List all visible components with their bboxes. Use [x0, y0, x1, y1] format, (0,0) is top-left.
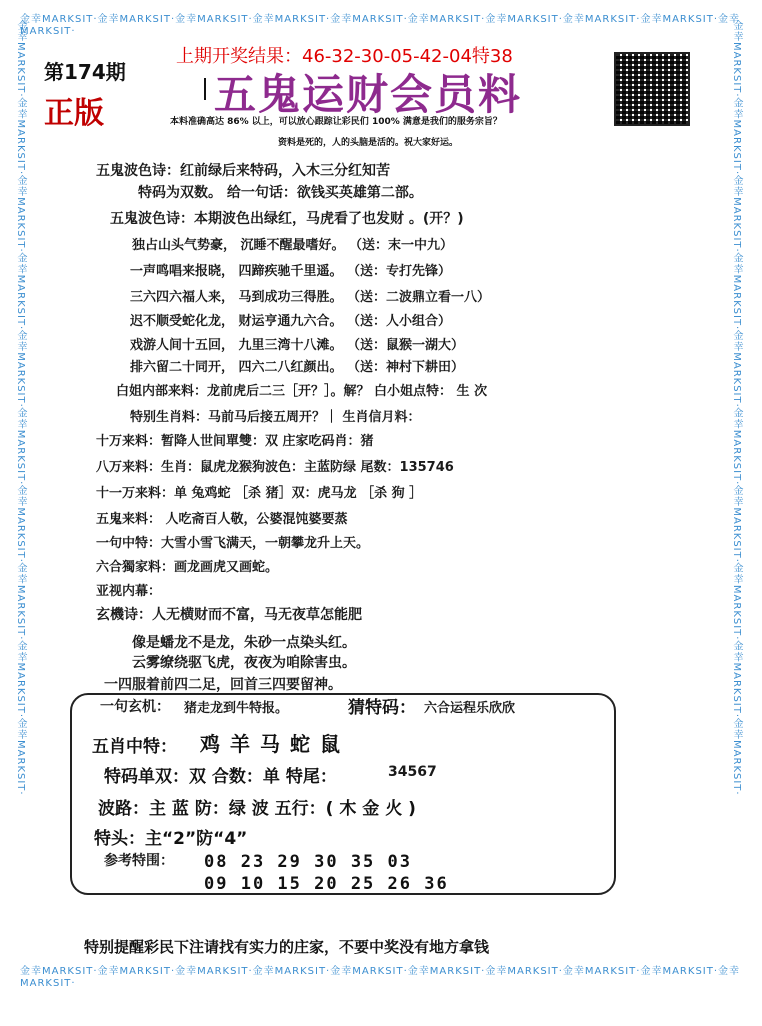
- issue-number: 第174期: [44, 60, 126, 84]
- guess-label: 猜特码：: [348, 698, 416, 718]
- mystic-poem-line-3: 一四服着前四二足，回首三四要留神。: [104, 677, 342, 693]
- line-exclusive: 六合獨家料：画龙画虎又画蛇。: [96, 560, 279, 575]
- wave-line: 波路：主 蓝 防：绿 波 五行：( 木 金 火 ): [98, 799, 416, 819]
- poem-line-1: 独占山头气势豪， 沉睡不醒最嗜好。 （送：末一中九）: [132, 238, 454, 253]
- left-border-text: 金幸MARKSIT·金幸MARKSIT·金幸MARKSIT·金幸MARKSIT·金幸MARKSIT·金幸MARKSIT·金幸MARKSIT·金幸MARKSIT·金幸MARKSIT·金幸MARKSIT·: [15, 20, 26, 796]
- mystic-poem-line-2: 云雾缭绕驱飞虎，夜夜为咱除害虫。: [132, 655, 356, 671]
- tagline-luck: 资料是死的，人的头脑是活的。祝大家好运。: [278, 138, 459, 148]
- page-title: 五鬼运财会员料: [214, 70, 523, 119]
- top-border-text: 金幸MARKSIT·金幸MARKSIT·金幸MARKSIT·金幸MARKSIT·金幸MARKSIT·金幸MARKSIT·金幸MARKSIT·金幸MARKSIT·金幸MARKSIT·金幸MARKSIT·: [20, 14, 741, 37]
- line-110k: 十一万来料：单 兔鸡蛇 ［杀 猪］双：虎马龙 ［杀 狗 ］: [96, 486, 423, 501]
- line-atv-inside: 亚视内幕：: [96, 584, 162, 599]
- title-divider: [204, 78, 206, 100]
- reference-label: 参考特围：: [104, 853, 174, 869]
- qr-code-icon: [614, 52, 690, 126]
- poem-line-4: 迟不顺受蛇化龙， 财运亨通九六合。 （送：人小组合）: [130, 314, 452, 329]
- line-80k: 八万来料：生肖：鼠虎龙猴狗波色：主蓝防绿 尾数：135746: [96, 460, 454, 475]
- line-five-ghosts: 五鬼来料： 人吃斋百人敬，公婆混饨婆要蒸: [96, 512, 348, 527]
- right-border-text: 金幸MARKSIT·金幸MARKSIT·金幸MARKSIT·金幸MARKSIT·金幸MARKSIT·金幸MARKSIT·金幸MARKSIT·金幸MARKSIT·金幸MARKSIT·金幸MARKSIT·: [731, 20, 742, 796]
- odd-even-line: 特码单双：双 合数：单 特尾：: [104, 767, 337, 787]
- line-wave-poem-2: 五鬼波色诗：本期波色出绿红，马虎看了也发财 。(开？): [110, 211, 464, 227]
- line-100k: 十万来料：暂降人世间單雙：双 庄家吃码肖：猪: [96, 434, 374, 449]
- poem-line-2: 一声鸣唱来报晓， 四蹄疾驰千里遥。 （送：专打先锋）: [130, 264, 452, 279]
- tail-numbers: 34567: [388, 764, 437, 780]
- bottom-border-text: 金幸MARKSIT·金幸MARKSIT·金幸MARKSIT·金幸MARKSIT·金幸MARKSIT·金幸MARKSIT·金幸MARKSIT·金幸MARKSIT·金幸MARKSIT·金幸MARKSIT·: [20, 966, 741, 989]
- line-even-hint: 特码为双数。 给一句话：欲钱买英雄第二部。: [138, 185, 423, 201]
- last-result: 上期开奖结果：46-32-30-05-42-04特38: [176, 46, 513, 67]
- line-special-zodiac: 特别生肖料：马前马后接五周开？｜ 生肖信月料：: [130, 410, 421, 425]
- xuanji-value: 猪走龙到牛特报。: [184, 701, 289, 716]
- guess-value: 六合运程乐欣欣: [424, 701, 516, 716]
- tagline-accuracy: 本料准确高达 86% 以上，可以放心跟踪让彩民们 100% 满意是我们的服务宗旨？: [170, 117, 502, 127]
- poem-line-3: 三六四六福人来， 马到成功三得胜。 （送：二波鼎立看一八）: [130, 290, 491, 305]
- poem-line-5: 戏游人间十五回， 九里三湾十八滩。 （送：鼠猴一湖大）: [130, 338, 465, 353]
- footer-warning: 特别提醒彩民下注请找有实力的庄家，不要中奖没有地方拿钱: [84, 938, 490, 956]
- mystic-poem-line-1: 像是蟠龙不是龙，朱砂一点染头红。: [132, 635, 356, 651]
- poem-line-6: 排六留二十同开， 四六二八红颜出。 （送：神村下耕田）: [130, 360, 465, 375]
- five-zodiac-value: 鸡羊马蛇鼠: [200, 732, 350, 756]
- reference-row-2: 09 10 15 20 25 26 36: [204, 874, 449, 894]
- five-zodiac-label: 五肖中特：: [92, 737, 177, 757]
- line-wave-poem: 五鬼波色诗：红前绿后来特码，入木三分红知苦: [96, 163, 390, 179]
- line-one-sentence: 一句中特：大雪小雪飞满天，一朝攀龙升上天。: [96, 536, 370, 551]
- edition-label: 正版: [44, 96, 104, 131]
- head-line: 特头：主“2”防“4”: [94, 829, 248, 849]
- line-mystic-poem: 玄機诗：人无横财而不富，马无夜草怎能肥: [96, 607, 362, 623]
- line-baijie-internal: 白姐内部来料：龙前虎后二三［开？］。解？ 白小姐点特： 生 次: [116, 384, 488, 399]
- xuanji-label: 一句玄机：: [100, 699, 170, 715]
- reference-row-1: 08 23 29 30 35 03: [204, 852, 412, 872]
